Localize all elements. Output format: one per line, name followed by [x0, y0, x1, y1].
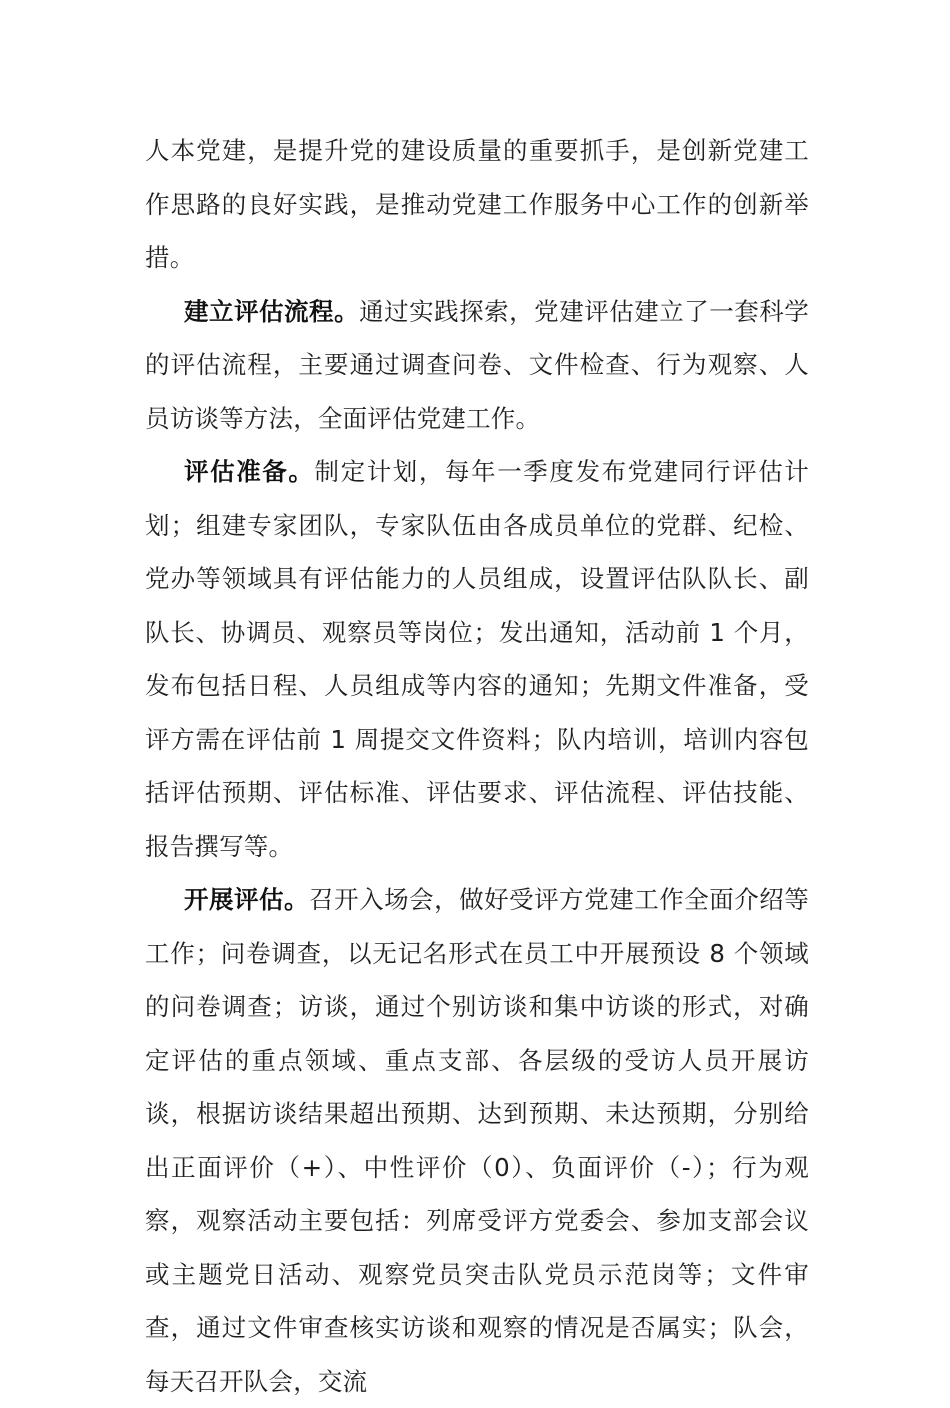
paragraph-text: 通过实践探索，党建评估建立了一套科学的评估流程，主要通过调查问卷、文件检查、行为观察、人员访谈等方法，全面评估党建工作。 [145, 296, 809, 433]
paragraph-conduct-evaluation [145, 873, 809, 1408]
paragraph-evaluation-preparation [145, 445, 809, 873]
paragraph-intro [145, 124, 809, 285]
document-body [145, 124, 809, 1408]
paragraph-text: 制定计划，每年一季度发布党建同行评估计划；组建专家团队，专家队伍由各成员单位的党群、纪检、党办等领域具有评估能力的人员组成，设置评估队队长、副队长、协调员、观察员等岗位；发出通知，活动前 1 个月，发布包括日程、人员组成等内容的通知；先期文件准备，受评方需在评估前 1 周提交文件资料；队内培训，培训内容包括评估预期、评估标准、评估要求、评估流程、评估技能、报告撰写等。 [145, 457, 809, 861]
paragraph-lead: 建立评估流程。 [184, 296, 360, 326]
paragraph-text: 召开入场会，做好受评方党建工作全面介绍等工作；问卷调查，以无记名形式在员工中开展预设 8 个领域的问卷调查；访谈，通过个别访谈和集中访谈的形式，对确定评估的重点领域、重点支部、各层级的受访人员开展访谈，根据访谈结果超出预期、达到预期、未达预期，分别给出正面评价（+）、中性评价（0）、负面评价（-）；行为观察，观察活动主要包括：列席受评方党委会、参加支部会议或主题党日活动、观察党员突击队党员示范岗等；文件审查，通过文件审查核实访谈和观察的情况是否属实；队会，每天召开队会，交流 [145, 885, 809, 1396]
paragraph-evaluation-process [145, 285, 809, 446]
paragraph-lead: 开展评估。 [184, 885, 310, 914]
paragraph-text: 人本党建，是提升党的建设质量的重要抓手，是创新党建工作思路的良好实践，是推动党建工作服务中心工作的创新举措。 [145, 136, 809, 272]
paragraph-lead: 评估准备。 [184, 457, 315, 486]
